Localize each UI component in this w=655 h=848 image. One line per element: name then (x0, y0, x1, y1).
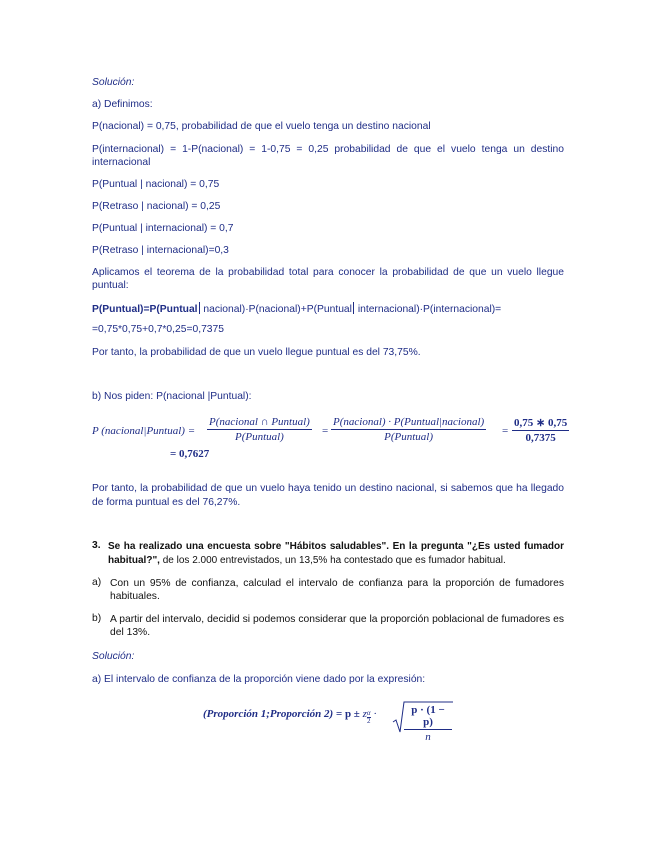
solution-heading-3: Solución: (92, 651, 135, 662)
item-a-text: Con un 95% de confianza, calculad el intervalo de confianza para la proporción de fumadores habituales. (110, 578, 564, 602)
conclusion-b: Por tanto, la probabilidad de que un vuelo haya tenido un destino nacional, si sabemos que ha llegado de forma puntual es del 76,27%. (92, 483, 564, 508)
ci-radicand-denominator: n (425, 731, 431, 743)
bayes-fraction-2 (331, 416, 486, 443)
ci-radicand (404, 704, 452, 743)
definition-nacional: P(nacional) = 0,75, probabilidad de que el vuelo tenga un destino nacional (92, 121, 431, 132)
part-b-intro: b) Nos piden: P(nacional |Puntual): (92, 391, 252, 402)
formula-part-b: nacional)·P(nacional)+P(Puntual (200, 304, 352, 315)
bayes-equals-1: = (322, 425, 329, 437)
ci-dot: · (370, 708, 377, 720)
bayes-fraction-3-denominator: 0,7375 (525, 432, 556, 444)
bayes-fraction-3 (512, 416, 569, 444)
problem-number: 3. (92, 540, 101, 551)
bayes-fraction-2-denominator: P(Puntual) (384, 431, 434, 443)
given-bar (353, 302, 354, 314)
definition-puntual-nacional: P(Puntual | nacional) = 0,75 (92, 179, 220, 190)
bayes-fraction-1 (207, 416, 312, 443)
formula-part-c: internacional)·P(internacional)= (354, 304, 502, 315)
ci-radicand-numerator: p · (1 − p) (404, 704, 452, 730)
definition-retraso-nacional: P(Retraso | nacional) = 0,25 (92, 201, 221, 212)
conclusion-a: Por tanto, la probabilidad de que un vuelo llegue puntual es del 73,75%. (92, 347, 421, 358)
bayes-fraction-1-denominator: P(Puntual) (234, 431, 284, 443)
total-probability-calc: =0,75*0,75+0,7*0,25=0,7375 (92, 324, 224, 335)
ci-lhs: (Proporción 1;Proporción 2) = (203, 708, 345, 720)
bayes-fraction-3-numerator: 0,75 ∗ 0,75 (514, 417, 568, 429)
bayes-lhs: P (nacional|Puntual) = (92, 425, 196, 437)
solution-heading: Solución: (92, 77, 135, 88)
problem-statement-lead: Se ha realizado una encuesta sobre "Hábitos saludables". En la pregunta "¿Es usted fumador habitual?", (108, 541, 564, 566)
ci-p: p ± (344, 708, 363, 720)
definition-puntual-internacional: P(Puntual | internacional) = 0,7 (92, 223, 234, 234)
definition-internacional: P(internacional) = 1-P(nacional) = 1-0,75 = 0,25 probabilidad de que el vuelo tenga un destino internacional (92, 144, 564, 168)
problem-statement-rest: de los 2.000 entrevistados, un 13,5% ha contestado que es fumador habitual. (159, 555, 506, 566)
ci-z-sub-num: α (366, 709, 371, 717)
bayes-fraction-2-numerator: P(nacional) · P(Puntual|nacional) (333, 416, 485, 428)
total-probability-text: Aplicamos el teorema de la probabilidad total para conocer la probabilidad de que un vuelo llegue puntual: (92, 267, 564, 291)
ci-z-sub-den: 2 (366, 717, 371, 725)
problem-statement (108, 540, 564, 568)
bayes-equals-2: = (502, 425, 509, 437)
bayes-result: = 0,7627 (170, 448, 210, 460)
formula-part-a: P(Puntual)=P(Puntual (92, 304, 198, 315)
ci-formula (203, 708, 377, 725)
bayes-fraction-1-numerator: P(nacional ∩ Puntual) (209, 416, 310, 428)
part-a-intro: a) Definimos: (92, 99, 153, 110)
given-bar (199, 302, 200, 314)
total-probability-formula (92, 302, 501, 315)
item-a-label: a) (92, 577, 102, 588)
ci-z: z (362, 708, 367, 720)
definition-retraso-internacional: P(Retraso | internacional)=0,3 (92, 245, 229, 256)
ci-intro: a) El intervalo de confianza de la proporción viene dado por la expresión: (92, 674, 426, 685)
item-b-label: b) (92, 613, 102, 624)
item-b-text: A partir del intervalo, decidid si podemos considerar que la proporción poblacional de fumadores es del 13%. (110, 614, 564, 638)
